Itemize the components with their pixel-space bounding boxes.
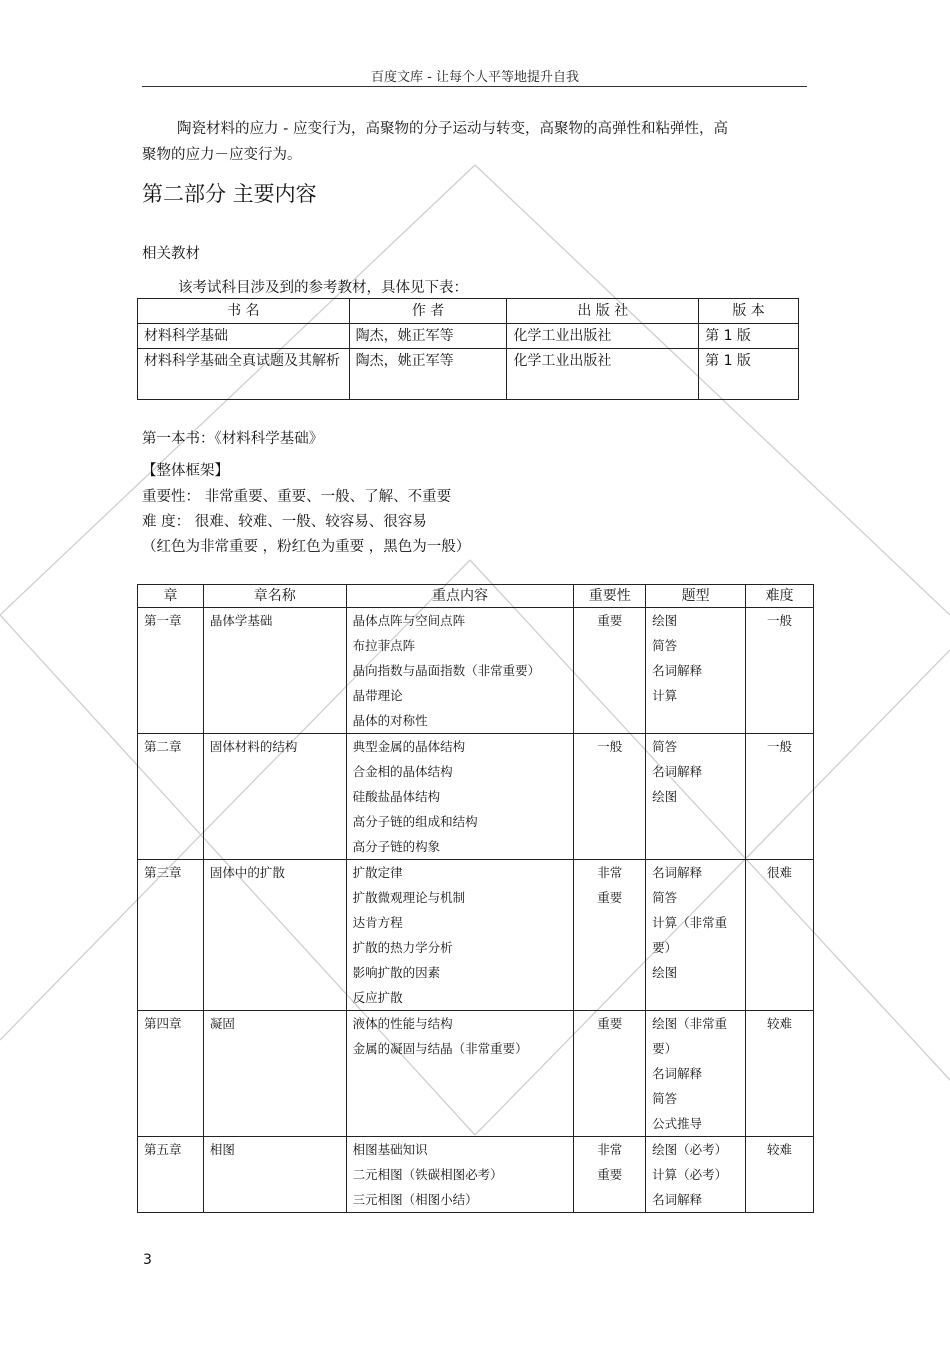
question-types-cell-line: 要） — [652, 1041, 678, 1056]
key-points-cell — [346, 608, 574, 734]
framework-title: 【整体框架】 — [142, 463, 229, 479]
question-types-cell-line: 要） — [652, 940, 678, 955]
chapter-cell: 第一章 — [138, 608, 204, 734]
key-points-cell-line: 合金相的晶体结构 — [352, 764, 453, 779]
table-cell: 第 1 版 — [699, 349, 799, 400]
question-types-cell-line: 名词解释 — [652, 663, 703, 678]
importance-cell-line: 重要 — [597, 1016, 623, 1031]
importance-cell — [574, 860, 646, 1011]
importance-cell — [574, 1011, 646, 1137]
question-types-cell — [646, 1011, 746, 1137]
table-cell: 材料科学基础全真试题及其解析 — [138, 349, 350, 400]
question-types-cell-line: 计算（非常重 — [652, 915, 728, 930]
chapter-name-cell: 凝固 — [203, 1011, 346, 1137]
chapter-name-cell: 晶体学基础 — [203, 608, 346, 734]
importance-cell-line: 一般 — [597, 739, 623, 754]
key-points-cell-line: 相图基础知识 — [352, 1142, 428, 1157]
chapter-cell: 第五章 — [138, 1137, 204, 1213]
key-points-cell-line: 晶体点阵与空间点阵 — [352, 613, 466, 628]
header-cell: 版 本 — [699, 299, 799, 324]
importance-cell-line: 非常 — [597, 865, 623, 880]
page-number: 3 — [143, 1252, 152, 1268]
key-points-cell-line: 晶体的对称性 — [352, 713, 428, 728]
chapter-cell: 第二章 — [138, 734, 204, 860]
key-points-cell — [346, 860, 574, 1011]
question-types-cell-line: 绘图 — [652, 789, 678, 804]
header-cell: 重要性 — [574, 585, 646, 608]
importance-cell-line: 重要 — [597, 613, 623, 628]
table-row — [138, 324, 799, 349]
key-points-cell-line: 高分子链的构象 — [352, 839, 441, 854]
table-row — [138, 349, 799, 400]
table-header-row — [138, 299, 799, 324]
key-points-cell — [346, 1011, 574, 1137]
chapters-table — [137, 584, 814, 1213]
question-types-cell-line: 绘图（非常重 — [652, 1016, 728, 1031]
books-intro: 该考试科目涉及到的参考教材，具体见下表： — [178, 280, 468, 296]
section-title: 第二部分 主要内容 — [142, 182, 317, 206]
chapter-name-cell: 固体材料的结构 — [203, 734, 346, 860]
key-points-cell — [346, 734, 574, 860]
importance-cell-line: 重要 — [597, 890, 623, 905]
related-heading: 相关教材 — [142, 246, 200, 262]
intro-line-1: 陶瓷材料的应力 - 应变行为，高聚物的分子运动与转变，高聚物的高弹性和粘弹性，高 — [177, 121, 728, 137]
key-points-cell-line: 三元相图（相图小结） — [352, 1192, 478, 1207]
color-note: （红色为非常重要 ，粉红色为重要 ，黑色为一般） — [142, 539, 471, 555]
key-points-cell-line: 高分子链的组成和结构 — [352, 814, 478, 829]
question-types-cell — [646, 1137, 746, 1213]
intro-paragraph — [142, 116, 757, 168]
chapter-cell: 第四章 — [138, 1011, 204, 1137]
table-row — [138, 734, 814, 860]
key-points-cell-line: 典型金属的晶体结构 — [352, 739, 466, 754]
question-types-cell-line: 绘图（必考） — [652, 1142, 728, 1157]
importance-cell-line: 非常 — [597, 1142, 623, 1157]
importance-cell-line: 重要 — [597, 1167, 623, 1182]
question-types-cell-line: 简答 — [652, 638, 678, 653]
table-cell: 陶杰，姚正军等 — [349, 324, 507, 349]
question-types-cell-line: 名词解释 — [652, 1192, 703, 1207]
question-types-cell-line: 计算（必考） — [652, 1167, 728, 1182]
key-points-cell-line: 晶带理论 — [352, 688, 403, 703]
table-row — [138, 608, 814, 734]
header-cell: 题型 — [646, 585, 746, 608]
books-table — [137, 298, 799, 400]
header-divider — [142, 86, 807, 87]
question-types-cell-line: 名词解释 — [652, 1066, 703, 1081]
difficulty-cell: 很难 — [746, 860, 814, 1011]
key-points-cell-line: 液体的性能与结构 — [352, 1016, 453, 1031]
table-cell: 材料科学基础 — [138, 324, 350, 349]
header-cell: 章 — [138, 585, 204, 608]
table-cell: 化学工业出版社 — [507, 349, 699, 400]
table-row — [138, 860, 814, 1011]
table-row — [138, 1137, 814, 1213]
key-points-cell-line: 金属的凝固与结晶（非常重要） — [352, 1041, 528, 1056]
first-book-label: 第一本书：《材料科学基础》 — [142, 431, 324, 447]
question-types-cell-line: 简答 — [652, 890, 678, 905]
question-types-cell-line: 公式推导 — [652, 1116, 703, 1131]
key-points-cell — [346, 1137, 574, 1213]
table-header-row — [138, 585, 814, 608]
header-cell: 重点内容 — [346, 585, 574, 608]
question-types-cell-line: 绘图 — [652, 613, 678, 628]
key-points-cell-line: 硅酸盐晶体结构 — [352, 789, 441, 804]
table-row — [138, 1011, 814, 1137]
key-points-cell-line: 晶向指数与晶面指数（非常重要） — [352, 663, 541, 678]
difficulty-cell: 一般 — [746, 734, 814, 860]
difficulty-cell: 较难 — [746, 1137, 814, 1213]
key-points-cell-line: 扩散定律 — [352, 865, 403, 880]
importance-cell — [574, 608, 646, 734]
key-points-cell-line: 达肯方程 — [352, 915, 403, 930]
intro-line-2: 聚物的应力－应变行为。 — [142, 147, 302, 163]
key-points-cell-line: 扩散的热力学分析 — [352, 940, 453, 955]
question-types-cell — [646, 860, 746, 1011]
table-cell: 陶杰，姚正军等 — [349, 349, 507, 400]
importance-cell — [574, 734, 646, 860]
question-types-cell-line: 名词解释 — [652, 865, 703, 880]
question-types-cell-line: 名词解释 — [652, 764, 703, 779]
header-cell: 出 版 社 — [507, 299, 699, 324]
question-types-cell-line: 简答 — [652, 1091, 678, 1106]
question-types-cell — [646, 608, 746, 734]
table-cell: 第 1 版 — [699, 324, 799, 349]
question-types-cell — [646, 734, 746, 860]
difficulty-scale: 难 度： 很难、较难、一般、较容易、很容易 — [142, 514, 427, 530]
header-cell: 章名称 — [203, 585, 346, 608]
question-types-cell-line: 计算 — [652, 688, 678, 703]
key-points-cell-line: 扩散微观理论与机制 — [352, 890, 466, 905]
page-header: 百度文库 - 让每个人平等地提升自我 — [371, 70, 579, 85]
importance-cell — [574, 1137, 646, 1213]
header-cell: 难度 — [746, 585, 814, 608]
key-points-cell-line: 布拉菲点阵 — [352, 638, 416, 653]
question-types-cell-line: 简答 — [652, 739, 678, 754]
chapter-name-cell: 相图 — [203, 1137, 346, 1213]
key-points-cell-line: 反应扩散 — [352, 990, 403, 1005]
difficulty-cell: 一般 — [746, 608, 814, 734]
difficulty-cell: 较难 — [746, 1011, 814, 1137]
key-points-cell-line: 二元相图（铁碳相图必考） — [352, 1167, 503, 1182]
question-types-cell-line: 绘图 — [652, 965, 678, 980]
header-cell: 书 名 — [138, 299, 350, 324]
chapter-name-cell: 固体中的扩散 — [203, 860, 346, 1011]
importance-scale: 重要性： 非常重要、重要、一般、了解、不重要 — [142, 489, 452, 505]
key-points-cell-line: 影响扩散的因素 — [352, 965, 441, 980]
header-cell: 作 者 — [349, 299, 507, 324]
table-cell: 化学工业出版社 — [507, 324, 699, 349]
chapter-cell: 第三章 — [138, 860, 204, 1011]
